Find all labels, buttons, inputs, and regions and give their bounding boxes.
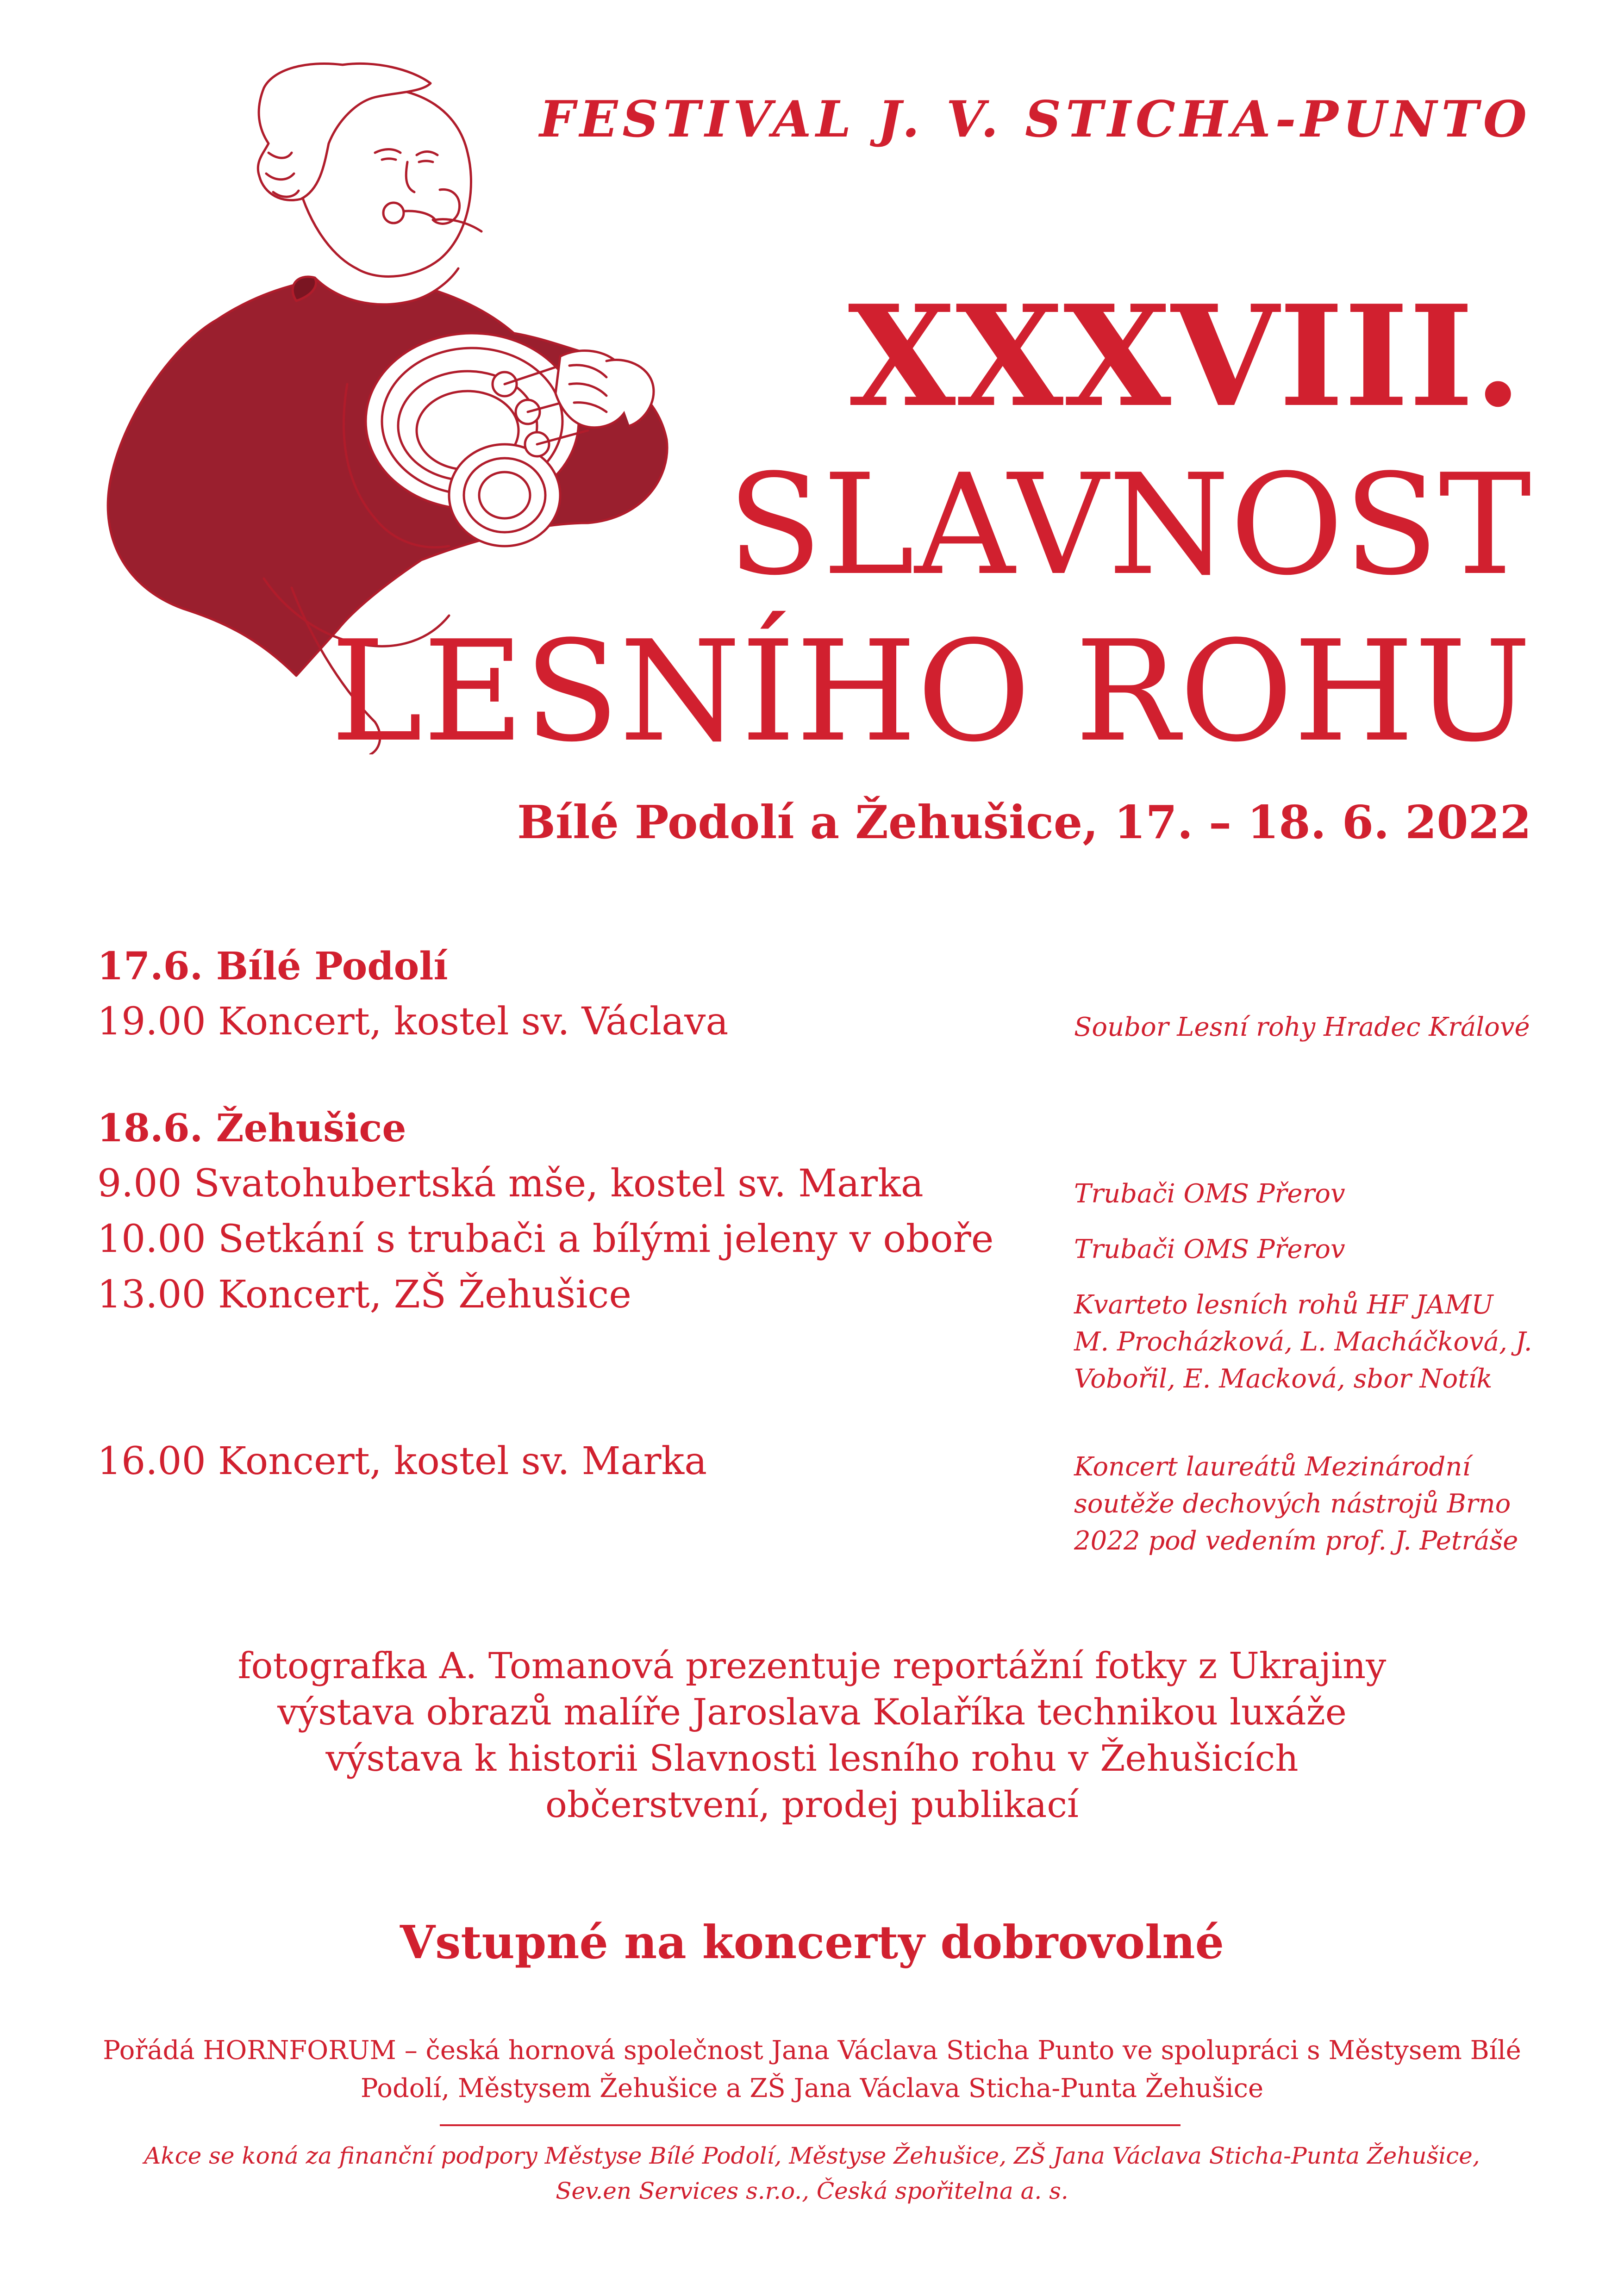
event-title: 9.00 Svatohubertská mše, kostel sv. Marka: [97, 1162, 924, 1206]
performer-line: M. Procházková, L. Macháčková, J.: [1074, 1327, 1532, 1357]
extra-line: výstava obrazů malíře Jaroslava Kolaříka technikou luxáže: [277, 1692, 1347, 1733]
event-title: 10.00 Setkání s trubači a bílými jeleny v oboře: [97, 1217, 994, 1261]
event-title: 13.00 Koncert, ZŠ Žehušice: [97, 1273, 631, 1317]
performer-line: soutěže dechových nástrojů Brno: [1074, 1489, 1511, 1519]
accompanying-program: [0, 1643, 1624, 1828]
admission-note: Vstupné na koncerty dobrovolné: [400, 1916, 1224, 1969]
day-heading-1: 17.6. Bílé Podolí: [97, 944, 448, 989]
event-performer: [1074, 1009, 1530, 1046]
performer-line: Soubor Lesní rohy Hradec Králové: [1074, 1012, 1530, 1042]
title-line-slavnost: SLAVNOST: [727, 444, 1531, 606]
venue-and-dates: Bílé Podolí a Žehušice, 17. – 18. 6. 2022: [517, 796, 1531, 849]
extra-line: občerstvení, prodej publikací: [545, 1784, 1079, 1826]
organizer-note: [0, 2032, 1624, 2108]
performer-line: Kvarteto lesních rohů HF JAMU: [1074, 1290, 1493, 1320]
event-title: 19.00 Koncert, kostel sv. Václava: [97, 1000, 729, 1044]
support-line: Sev.en Services s.r.o., Česká spořitelna a. s.: [556, 2178, 1068, 2204]
event-performer: [1074, 1287, 1532, 1398]
performer-line: Vobořil, E. Macková, sbor Notík: [1074, 1364, 1493, 1394]
edition-number: XXXVIII.: [848, 274, 1522, 438]
day-heading-2: 18.6. Žehušice: [97, 1106, 406, 1151]
event-performer: [1074, 1176, 1345, 1213]
performer-line: Trubači OMS Přerov: [1074, 1234, 1345, 1264]
extra-line: výstava k historii Slavnosti lesního rohu v Žehušicích: [325, 1738, 1299, 1780]
festival-name: FESTIVAL J. V. STICHA-PUNTO: [539, 90, 1531, 149]
organizer-line: Pořádá HORNFORUM – česká hornová společnost Jana Václava Sticha Punto ve spolupráci s Městysem Bílé: [103, 2035, 1521, 2066]
support-line: Akce se koná za finanční podpory Městyse Bílé Podolí, Městyse Žehušice, ZŠ Jana Václava Sticha-Punta Žehušice,: [144, 2142, 1480, 2169]
performer-line: Koncert laureátů Mezinárodní: [1074, 1452, 1471, 1482]
event-performer: [1074, 1231, 1345, 1268]
event-title: 16.00 Koncert, kostel sv. Marka: [97, 1439, 707, 1483]
sponsors-note: [0, 2138, 1624, 2209]
footer-divider: [440, 2124, 1181, 2126]
title-line-lesniho-rohu: LESNÍHO ROHU: [331, 611, 1531, 772]
performer-line: 2022 pod vedením prof. J. Petráše: [1074, 1526, 1518, 1556]
organizer-line: Podolí, Městysem Žehušice a ZŠ Jana Václava Sticha-Punta Žehušice: [360, 2073, 1264, 2103]
event-performer: [1074, 1449, 1518, 1560]
extra-line: fotografka A. Tomanová prezentuje reportážní fotky z Ukrajiny: [237, 1645, 1387, 1687]
performer-line: Trubači OMS Přerov: [1074, 1179, 1345, 1209]
